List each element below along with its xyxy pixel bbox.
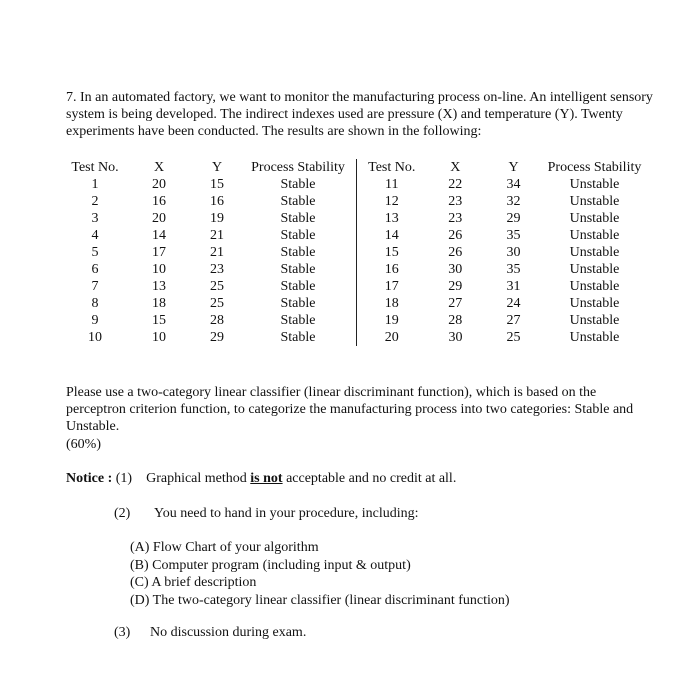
cell-x: 20 [152, 211, 166, 226]
score-weight: (60%) [66, 437, 101, 452]
cell-x: 16 [152, 194, 166, 209]
cell-test-no: 11 [385, 177, 399, 192]
cell-test-no: 12 [384, 194, 399, 209]
cell-x: 27 [448, 296, 463, 311]
cell-x: 18 [152, 296, 166, 311]
data-table-right [356, 159, 647, 346]
table-row [66, 278, 356, 295]
table-header-row [66, 159, 356, 176]
table-row [357, 227, 647, 244]
cell-x: 23 [448, 211, 463, 226]
cell-process-stability: Unstable [569, 211, 620, 226]
notice-label: Notice : [66, 471, 113, 486]
table-row [357, 244, 647, 261]
cell-x: 28 [448, 313, 463, 328]
header-process-stability: Process Stability [547, 160, 642, 175]
table-row [357, 312, 647, 329]
cell-test-no: 18 [384, 296, 399, 311]
cell-x: 30 [448, 330, 463, 345]
table-row [66, 312, 356, 329]
cell-test-no: 15 [384, 245, 399, 260]
cell-test-no: 17 [384, 279, 399, 294]
item-1-number: (1) [115, 471, 133, 486]
cell-process-stability: Unstable [569, 296, 620, 311]
cell-y: 25 [210, 296, 224, 311]
table-row [357, 193, 647, 210]
cell-process-stability: Stable [280, 245, 316, 260]
table-row [66, 244, 356, 261]
list-item: (A) Flow Chart of your algorithm [130, 540, 319, 555]
cell-test-no: 8 [91, 296, 99, 311]
cell-process-stability: Stable [280, 279, 316, 294]
cell-process-stability: Stable [280, 296, 316, 311]
notice-item-1 [66, 470, 456, 487]
item-3-text: No discussion during exam. [150, 625, 307, 640]
cell-process-stability: Unstable [569, 330, 620, 345]
cell-y: 27 [506, 313, 521, 328]
cell-x: 13 [152, 279, 166, 294]
cell-y: 30 [506, 245, 521, 260]
table-row [66, 193, 356, 210]
table-row [357, 295, 647, 312]
item-2-text: You need to hand in your procedure, including: [154, 506, 419, 521]
table-row [66, 295, 356, 312]
cell-y: 32 [506, 194, 521, 209]
cell-x: 23 [448, 194, 463, 209]
cell-y: 19 [210, 211, 224, 226]
item-1-post: acceptable and no credit at all. [286, 471, 457, 486]
cell-test-no: 20 [384, 330, 399, 345]
cell-y: 28 [210, 313, 224, 328]
cell-y: 29 [210, 330, 224, 345]
cell-y: 16 [210, 194, 224, 209]
cell-x: 15 [152, 313, 166, 328]
table-row [66, 329, 356, 346]
cell-y: 25 [506, 330, 521, 345]
cell-y: 23 [210, 262, 224, 277]
table-row [357, 176, 647, 193]
cell-y: 25 [210, 279, 224, 294]
cell-y: 21 [210, 245, 224, 260]
cell-process-stability: Stable [280, 313, 316, 328]
item-1-pre: Graphical method [146, 471, 247, 486]
list-item: (B) Computer program (including input & output) [130, 557, 411, 573]
cell-process-stability: Unstable [569, 245, 620, 260]
cell-test-no: 16 [384, 262, 399, 277]
header-x: X [153, 160, 165, 175]
table-header-row [357, 159, 647, 176]
cell-test-no: 6 [91, 262, 99, 277]
cell-x: 14 [152, 228, 166, 243]
table-row [66, 227, 356, 244]
cell-test-no: 9 [91, 313, 99, 328]
cell-x: 30 [448, 262, 463, 277]
cell-test-no: 3 [91, 211, 99, 226]
cell-test-no: 4 [91, 228, 99, 243]
cell-y: 31 [506, 279, 521, 294]
data-table-left [66, 159, 356, 346]
cell-process-stability: Unstable [569, 228, 620, 243]
cell-process-stability: Unstable [569, 262, 620, 277]
header-x: X [450, 160, 461, 175]
cell-test-no: 13 [384, 211, 399, 226]
cell-x: 20 [152, 177, 166, 192]
cell-process-stability: Unstable [569, 313, 620, 328]
cell-process-stability: Stable [280, 330, 316, 345]
cell-test-no: 7 [91, 279, 99, 294]
cell-y: 21 [210, 228, 224, 243]
cell-test-no: 1 [91, 177, 99, 192]
table-row [357, 210, 647, 227]
cell-x: 10 [152, 330, 166, 345]
header-y: Y [508, 160, 519, 175]
cell-y: 34 [506, 177, 521, 192]
table-row [66, 210, 356, 227]
cell-x: 26 [448, 245, 463, 260]
cell-y: 24 [506, 296, 521, 311]
header-y: Y [211, 160, 223, 175]
item-2-number: (2) [114, 506, 131, 521]
item-3-number: (3) [114, 625, 131, 640]
list-item: (D) The two-category linear classifier (linear discriminant function) [130, 592, 510, 608]
cell-test-no: 19 [384, 313, 399, 328]
cell-process-stability: Stable [280, 228, 316, 243]
cell-y: 15 [210, 177, 224, 192]
header-test-no: Test No. [71, 160, 119, 175]
cell-x: 17 [152, 245, 166, 260]
table-row [66, 261, 356, 278]
table-row [357, 329, 647, 346]
cell-test-no: 5 [91, 245, 99, 260]
instructions-text: Please use a two-category linear classifier (linear discriminant function), which is based on the perceptron criterion function, to categorize the manufacturing process into two categories: Stable and Unstable. [66, 385, 634, 434]
cell-x: 29 [448, 279, 463, 294]
item-1-emphasis: is not [250, 471, 283, 486]
cell-process-stability: Stable [280, 211, 316, 226]
header-test-no: Test No. [368, 160, 416, 175]
table-row [357, 261, 647, 278]
cell-process-stability: Unstable [569, 279, 620, 294]
table-row [66, 176, 356, 193]
notice-item-3 [114, 624, 306, 641]
cell-x: 10 [152, 262, 166, 277]
cell-test-no: 14 [384, 228, 399, 243]
cell-y: 35 [506, 228, 521, 243]
table-row [357, 278, 647, 295]
question-intro: 7. In an automated factory, we want to monitor the manufacturing process on-line. An intelligent sensory system is being developed. The indirect indexes used are pressure (X) and temperature (Y). Twenty experiments have been conducted. The results are shown in the following: [66, 90, 653, 139]
cell-process-stability: Unstable [569, 194, 620, 209]
cell-x: 26 [448, 228, 463, 243]
list-item: (C) A brief description [130, 575, 257, 590]
notice-item-2 [114, 505, 419, 522]
cell-y: 29 [506, 211, 521, 226]
cell-x: 22 [448, 177, 463, 192]
cell-test-no: 2 [91, 194, 99, 209]
cell-y: 35 [506, 262, 521, 277]
cell-process-stability: Stable [280, 262, 316, 277]
cell-process-stability: Stable [280, 194, 316, 209]
header-process-stability: Process Stability [251, 160, 345, 175]
cell-process-stability: Unstable [569, 177, 620, 192]
cell-process-stability: Stable [280, 177, 316, 192]
cell-test-no: 10 [88, 330, 102, 345]
procedure-list [130, 539, 510, 609]
